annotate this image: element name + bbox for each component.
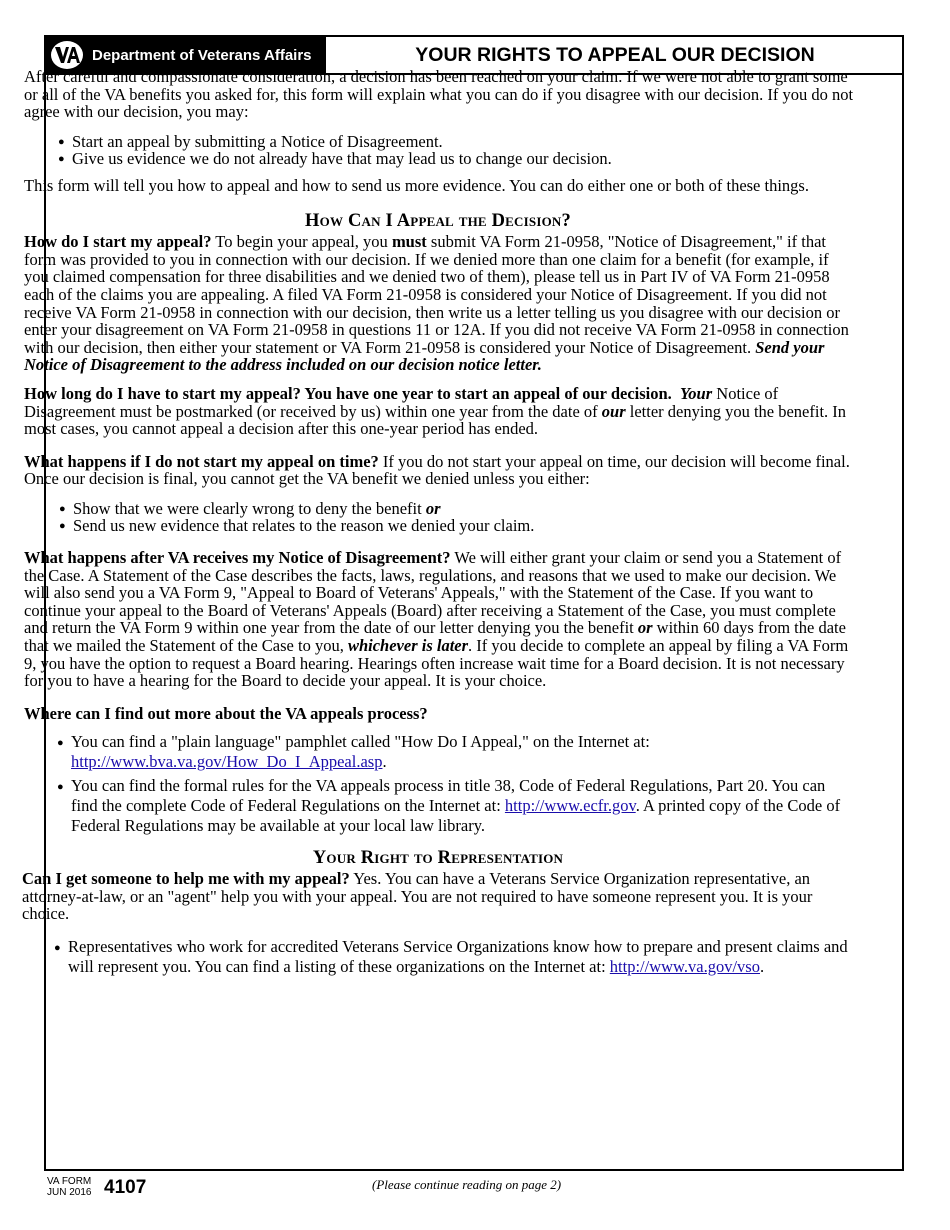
question-time-limit: How long do I have to start my appeal? You have one year to start an appeal of our decision. Your Notice of Disagreement must be postmarked (or received by us) within one year from the date of our letter denying you the benefit. In most cases, you cannot appeal a decision after this one-year period has ended. [24,383,847,439]
ecfr-link[interactable]: http://www.ecfr.gov [504,796,636,816]
question-label: What happens after VA receives my Notice of Disagreement? [24,548,451,568]
question-after-notice: What happens after VA receives my Notice of Disagreement? We will either grant your claim or send you a Statement of the Case. A Statement of the Case describes the facts, laws, regulations, and reasons that we used to make our decision. We will also send you a VA Form 9, "Appeal to Board of Veterans' Appeals," with the Statement of the Case. If you want to continue your appeal to the Board of Veterans' Appeals (Board) after receiving a Statement of the Case, you must complete and return the VA Form 9 within one year from the date of our letter denying you the benefit or within 60 days from the date that we mailed the Statement of the Case to you, whichever is later. If you decide to complete an appeal by filing a VA Form 9, you have the option to request a Board hearing. Hearings often increase wait time for a Board decision. It is not necessary for you to have a hearing for the Board to decide your appeal. It is your choice. [24,548,849,691]
question-label: How do I start my appeal? [24,232,212,252]
vso-link[interactable]: http://www.va.gov/vso [609,956,760,976]
question-more-info [22,705,854,723]
list-item: ● You can find a "plain language" pamphlet called "How Do I Appeal," on the Internet at: http://www.bva.va.gov/How_Do_I_Appeal.asp. [25,732,854,772]
list-item: ● Start an appeal by submitting a Notice of Disagreement. [26,133,854,151]
mailing-instruction: Send your Notice of Disagreement to the address included on our decision notice letter. [24,337,825,375]
question-start-appeal: How do I start my appeal? To begin your appeal, you must submit VA Form 21-0958, "Notice of Disagreement," if that form was provided to you in connection with our decision. If we denied more than one claim for a benefit (for example, if you claimed compensation for three disabilities and we denied two of them), please tell us in Part IV of VA Form 21-0958 each of the claims you are appealing. A filed VA Form 21-0958 is considered your Notice of Disagreement. If you did not receive VA Form 21-0958 in connection with our decision, then write us a letter telling us you disagree with our decision or enter your disagreement on VA Form 21-0958 in questions 11 or 12A. If you did not receive VA Form 21-0958 in connection with our decision, then either your statement or VA Form 21-0958 is considered your Notice of Disagreement. Send your Notice of Disagreement to the address included on our decision notice letter. [24,232,849,375]
bva-appeal-pamphlet-link[interactable]: http://www.bva.va.gov/How_Do_I_Appeal.asp [71,752,383,772]
section-heading-representation: Your Right to Representation [312,848,564,869]
list-item: ● You can find the formal rules for the VA appeals process in title 38, Code of Federal Regulations, Part 20. You can find the complete Code of Federal Regulations on the Internet at: http://www.ecfr.gov. A printed copy of the Code of Federal Regulations may be available at your local law library. [25,776,854,836]
list-item: ● Show that we were clearly wrong to deny the benefit or [27,500,854,518]
list-item: ● Give us evidence we do not already have that may lead us to change our decision. [26,150,854,168]
form-title: YOUR RIGHTS TO APPEAL OUR DECISION [415,43,815,66]
section-heading-appeal: How Can I Appeal the Decision? [305,210,571,231]
intro-paragraph: After careful and compassionate consideration, a decision has been reached on your claim. If we were not able to grant some or all of the VA benefits you asked for, this form will explain what you can do if you disagree with our decision. If you do not agree with our decision, you may: [24,67,854,122]
intro-options-list [22,133,854,168]
list-item: ● Representatives who work for accredited Veterans Service Organizations know how to prepare and present claims and will represent you. You can find a listing of these organizations on the Internet at: http://www.va.gov/vso. [22,937,854,977]
question-label: What happens if I do not start my appeal on time? [24,451,379,471]
question-representation: Can I get someone to help me with my appeal? Yes. You can have a Veterans Service Organization representative, an attorney-at-law, or an "agent" help you with your appeal. You are not required to have someone represent you. It is your choice. [22,869,813,924]
question-label: Can I get someone to help me with my appeal? [22,869,350,888]
continue-note: (Please continue reading on page 2) [372,1177,562,1192]
intro-paragraph-2: This form will tell you how to appeal and how to send us more evidence. You can do either one or both of these things. [24,175,809,195]
form-number: 4107 [104,1177,147,1198]
form-content [22,68,854,977]
va-seal-icon [50,40,84,70]
more-info-list [22,732,854,836]
list-item: ● Send us new evidence that relates to the reason we denied your claim. [27,517,854,535]
question-label: How long do I have to start my appeal? You have one year to start an appeal of our decision. [24,383,672,403]
late-appeal-options-list [22,500,854,535]
form-id: VA FORM JUN 2016 [47,1176,92,1198]
representation-list [22,937,854,977]
agency-name: Department of Veterans Affairs [92,46,312,64]
question-label: Where can I find out more about the VA appeals process? [24,703,428,723]
question-late-appeal: What happens if I do not start my appeal on time? If you do not start your appeal on time, our decision will become final. Once our decision is final, you cannot get the VA benefit we denied unless you either: [24,451,850,489]
